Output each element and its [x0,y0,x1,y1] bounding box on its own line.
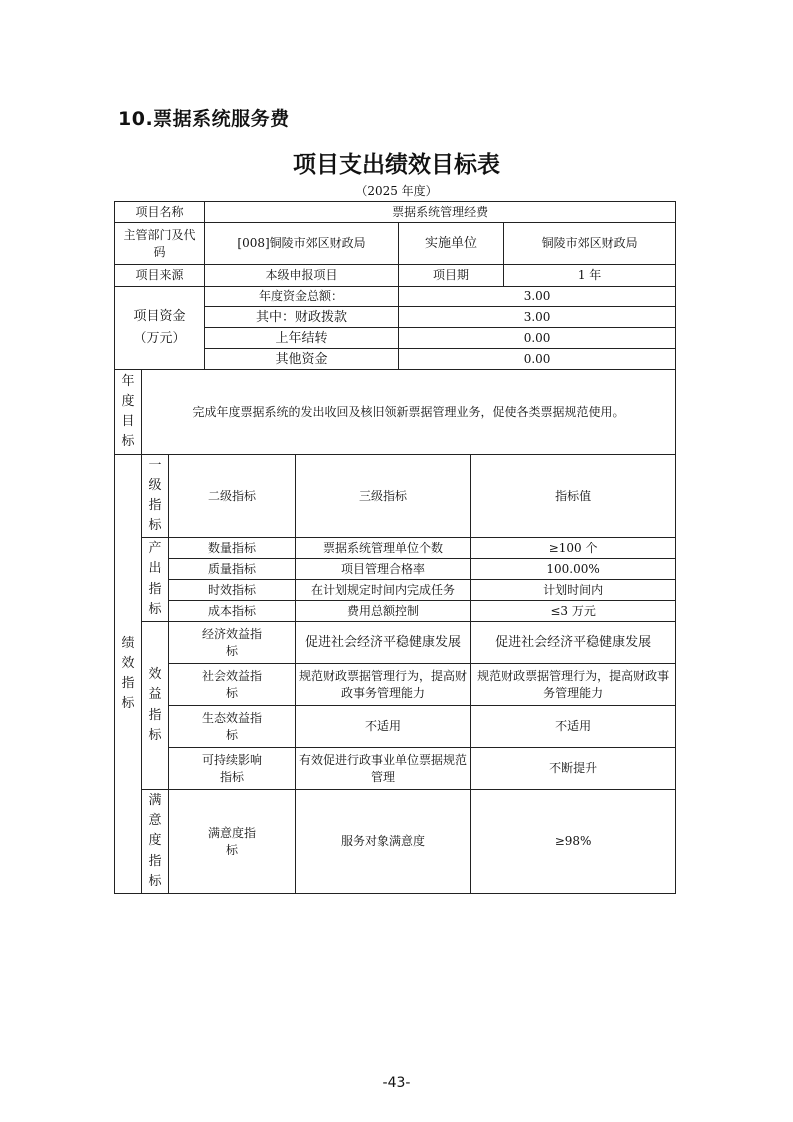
table-row [115,706,676,748]
value-cell: 不适用 [471,706,676,748]
table-row [115,265,676,287]
table-row [115,559,676,580]
table-row [115,664,676,706]
table-row [115,202,676,223]
level3-cell: 费用总额控制 [296,601,471,622]
table-row [115,455,676,538]
table-row [115,580,676,601]
level2-cell: 数量指标 [169,538,296,559]
output-group-label: 产出指标 [142,538,169,622]
funds-total-label: 年度资金总额： [205,287,399,307]
value-cell: ≥98% [471,790,676,894]
performance-table [114,201,676,894]
table-row [115,601,676,622]
project-name-value: 票据系统管理经费 [205,202,676,223]
annual-goal-text: 完成年度票据系统的发出收回及核旧领新票据管理业务，促使各类票据规范使用。 [142,370,676,455]
value-cell: 规范财政票据管理行为，提高财政事务管理能力 [471,664,676,706]
dept-label: 主管部门及代码 [115,223,205,265]
level3-cell: 促进社会经济平稳健康发展 [296,622,471,664]
value-cell: ≤3 万元 [471,601,676,622]
dept-value: [008]铜陵市郊区财政局 [205,223,399,265]
level3-cell: 规范财政票据管理行为，提高财政事务管理能力 [296,664,471,706]
level2-cell: 经济效益指标 [169,622,296,664]
value-cell: 计划时间内 [471,580,676,601]
year-label: （2025 年度） [355,184,438,198]
funds-label: 项目资金（万元） [115,287,205,370]
level2-cell: 时效指标 [169,580,296,601]
page-title: 项目支出绩效目标表 [293,152,500,178]
level1-header: 一级指标 [142,455,169,538]
table-row [115,538,676,559]
source-value: 本级申报项目 [205,265,399,287]
project-name-label: 项目名称 [115,202,205,223]
level3-cell: 不适用 [296,706,471,748]
level2-header: 二级指标 [169,455,296,538]
perf-label: 绩效指标 [115,455,142,894]
annual-goal-label: 年度目标 [115,370,142,455]
level2-cell: 满意度指标 [169,790,296,894]
funds-fiscal-label: 其中：财政拨款 [205,307,399,328]
period-label: 项目期 [399,265,504,287]
value-header: 指标值 [471,455,676,538]
impl-label: 实施单位 [399,223,504,265]
level2-cell: 生态效益指标 [169,706,296,748]
source-label: 项目来源 [115,265,205,287]
period-value: 1 年 [504,265,676,287]
level2-cell: 社会效益指标 [169,664,296,706]
level2-cell: 成本指标 [169,601,296,622]
table-row [115,370,676,455]
funds-fiscal-value: 3.00 [399,307,676,328]
benefit-group-label: 效益指标 [142,622,169,790]
value-cell: 不断提升 [471,748,676,790]
level3-cell: 服务对象满意度 [296,790,471,894]
impl-value: 铜陵市郊区财政局 [504,223,676,265]
value-cell: 促进社会经济平稳健康发展 [471,622,676,664]
value-cell: 100.00% [471,559,676,580]
funds-total-value: 3.00 [399,287,676,307]
level3-cell: 有效促进行政事业单位票据规范管理 [296,748,471,790]
level3-cell: 项目管理合格率 [296,559,471,580]
table-row [115,748,676,790]
table-row [115,287,676,307]
funds-other-label: 其他资金 [205,349,399,370]
level2-cell: 可持续影响指标 [169,748,296,790]
page-number: -43- [382,1075,411,1091]
satisfaction-group-label: 满意度指标 [142,790,169,894]
funds-carry-value: 0.00 [399,328,676,349]
funds-other-value: 0.00 [399,349,676,370]
table-row [115,790,676,894]
level2-cell: 质量指标 [169,559,296,580]
level3-cell: 在计划规定时间内完成任务 [296,580,471,601]
value-cell: ≥100 个 [471,538,676,559]
level3-header: 三级指标 [296,455,471,538]
section-heading: 10.票据系统服务费 [118,108,290,130]
table-row [115,622,676,664]
funds-carry-label: 上年结转 [205,328,399,349]
table-row [115,223,676,265]
level3-cell: 票据系统管理单位个数 [296,538,471,559]
